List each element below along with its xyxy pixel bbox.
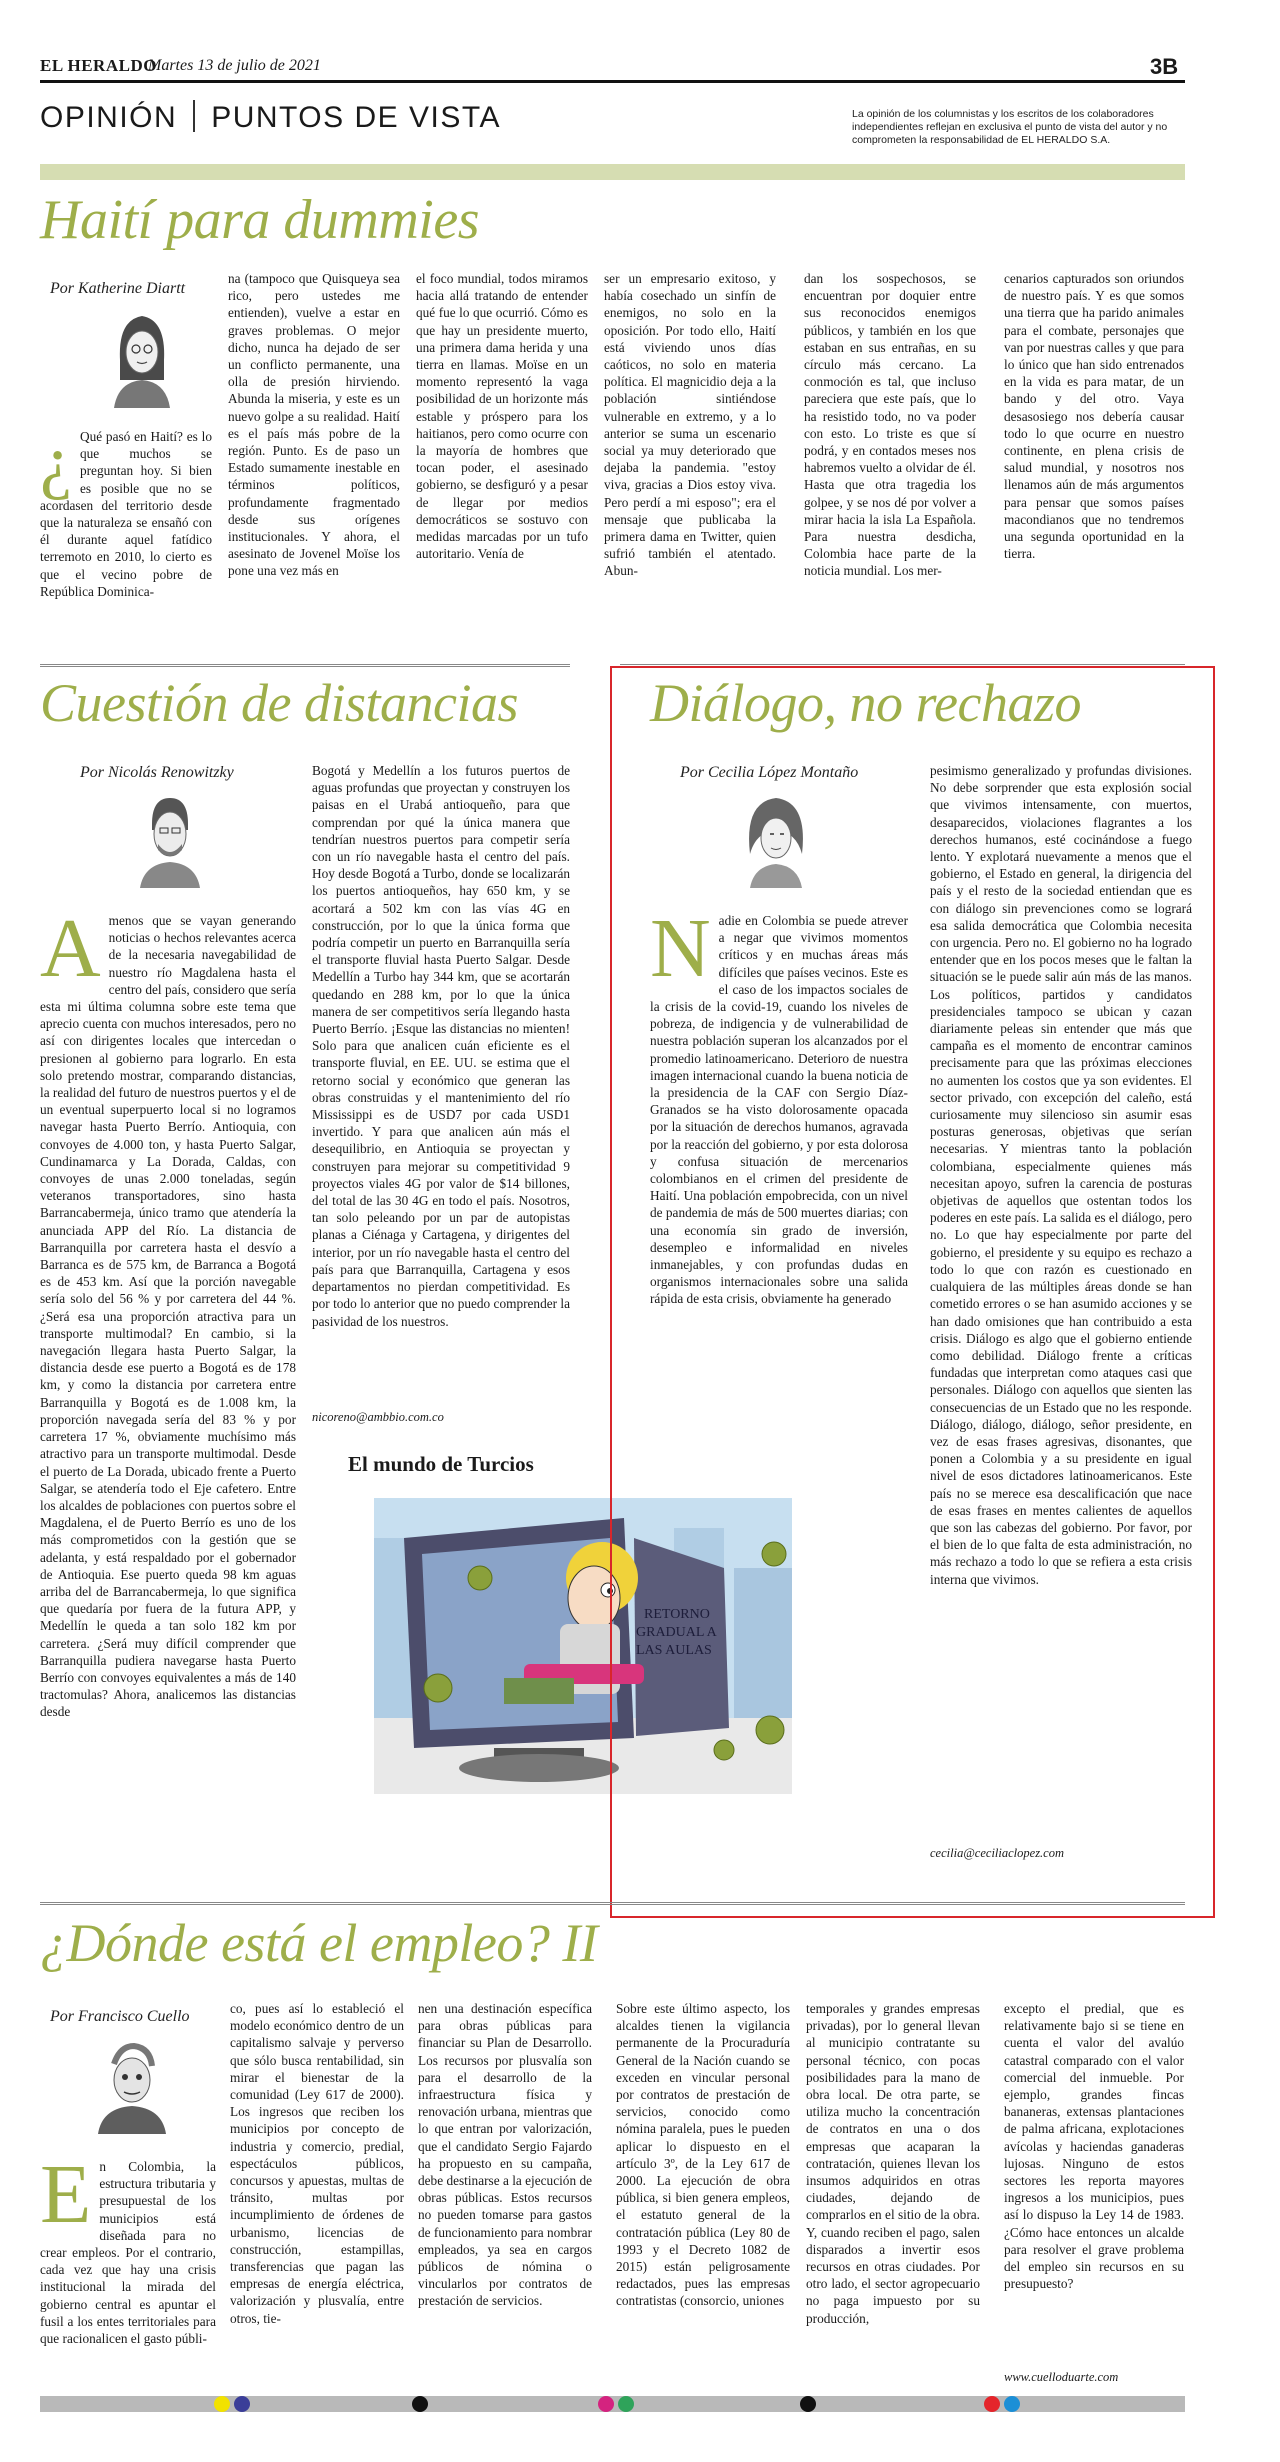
cartoon-caption-3: LAS AULAS <box>636 1643 712 1658</box>
drop-cap: E <box>40 2148 92 2241</box>
author-email: nicoreno@ambbio.com.co <box>312 1410 444 1424</box>
article-column: ser un empresario exitoso, y había cosechado un sinfín de enemigos, no solo en la oposición. Por todo ello, Haití está viviendo unos días caóticos, no solo en materia política. El magnicidio deja a la población sintiéndose vulnerable en extremo, y a lo anterior se suma un escenario social ya muy deteriorado que dejaba la pandemia. "estoy viva, gracias a Dios estoy viva. Pero perdí a mi esposo"; era el mensaje que publicaba la primera dama en Twitter, quien sufrió también el atentado. Abun- <box>604 271 776 579</box>
author-portrait <box>130 784 210 888</box>
column-text: Qué pasó en Haití? es lo que muchos se preguntan hoy. Si bien es posible que no se acordasen del territorio desde que la naturaleza se ensañó con él durante aquel fatídico terremoto en 2010, lo cierto es que el vecino pobre de República Dominica- <box>40 429 212 599</box>
column-text: n Colombia, la estructura tributaria y presupuestal de los municipios está diseñada para no crear empleos. Por el contrario, cada vez que hay una crisis institucional la mirada del gobierno central es apuntar el fusil a los entes territoriales para que racionalicen el gasto públi- <box>40 2159 216 2347</box>
cartoon-caption-1: RETORNO <box>644 1607 710 1622</box>
divider <box>40 664 570 667</box>
article-column: excepto el predial, que es relativamente bajo si se tiene en cuenta el valor del avalúo catastral comparado con el valor comercial del inmueble. Por ejemplo, grandes fincas bananeras, extensas plantaciones de palma africana, explotaciones avícolas y haciendas ganaderas lujosas. Ninguno de estos sectores les reporta mayores ingresos a los municipios, pues así lo dispuso la Ley 14 de 1983. ¿Cómo hace entonces un alcalde para resolver el grave problema del empleo sin recursos en su presupuesto? <box>1004 2001 1184 2292</box>
issue-date: Martes 13 de julio de 2021 <box>148 57 321 74</box>
registration-dot <box>984 2396 1000 2412</box>
article-column: temporales y grandes empresas privadas), por lo general llevan al municipio contratante su personal técnico, con pocas posibilidades para la mano de obra local. De otra parte, se utiliza mucho la concentración de contratos en una o dos empresas que acaparan la contratación, quienes llevan los insumos adquiridos en otras ciudades, dejando de comprarlos en el sitio de la obra. Y, cuando reciben el pago, salen disparados a invertir esos recursos en otras ciudades. Por otro lado, el sector agropecuario no paga impuesto por su producción, <box>806 2001 980 2326</box>
cartoon-caption-2: GRADUAL A <box>636 1625 717 1640</box>
section-heading <box>40 100 501 135</box>
author-portrait <box>90 2030 174 2134</box>
column-text: adie en Colombia se puede atrever a negar que vivimos momentos críticos y en muchas áreas más difíciles que países vecinos. Este es el caso de los impactos sociales de la crisis de la covid-19, cuando los niveles de pobreza, de indigencia y de vulnerabilidad de nuestra población superan los alcanzados por el promedio latinoamericano. Deterioro de nuestra imagen internacional cuando la buena noticia de la presidencia de la CAF con Sergio Díaz-Granados se ha visto dolorosamente opacada por la situación de derechos humanos, agravada por la reacción del gobierno, y por esta dolorosa y confusa situación de mercenarios colombianos en el crimen del presidente de Haití. Una población empobrecida, con un nivel de pandemia de más de 500 muertes diarias; con una economía sin grado de inversión, desempleo e informalidad en niveles inmanejables, y con profundas dudas en organismos internacionales sobre una salida rápida de esta crisis, obviamente ha generado <box>650 913 908 1307</box>
article-column: el foco mundial, todos miramos hacia allá tratando de entender qué fue lo que ocurrió. Cómo es que hay un presidente muerto, una primera dama herida y una tierra en llamas. Moïse en un momento representó la vaga posibilidad de un horizonte más estable y próspero para los haitianos, pero como ocurre con la mayoría de hombres que tocan poder, el asesinado gobierno, se desfiguró y a pesar de llegar por medios democráticos se sostuvo con medidas marcadas por un tufo autoritario. Venía de <box>416 271 588 562</box>
article-column <box>40 2148 216 2347</box>
drop-cap: N <box>650 902 711 995</box>
section-green-bar <box>40 164 1185 180</box>
registration-dot <box>1004 2396 1020 2412</box>
article-column: Bogotá y Medellín a los futuros puertos de aguas profundas que proyectan y construyen los paisas en el Urabá antioqueño, para que comprendan por qué la única manera que tendrían nuestros puertos para competir sería con un río navegable hasta el centro del país. Hoy desde Bogotá a Turbo, donde se localizarán los puertos antioqueños, hay 650 km, y se acortará a 502 km con las vías 4G en construcción, por lo que la única forma que podría competir un puerto en Barranquilla sería el transporte fluvial hasta Puerto Salgar. Desde Medellín a Turbo hay 344 km, que se acortarán quedando en 288 km, por lo que la única manera de ser competitivos sería llegando hasta Puerto Berrío. ¡Esque las distancias no mienten! Solo para que analicen cuán eficiente es el transporte fluvial, en EE. UU. se estima que el retorno social y económico que generan las obras construidas y el mantenimiento del río Mississippi es de USD7 por cada USD1 invertido. Y para que analicen aún más el desequilibrio, en Antioquia se proyectan y construyen para mejorar su competitividad 9 proyectos viales 4G por valor de $14 billones, del total de las 30 4G en todo el país. Nosotros, tan solo peleando por un par de autopistas planas a Ciénaga y Cartagena, y dirigentes del interior, por un río navegable hasta el centro del país para que Barranquilla, Cartagena y esos departamentos no pierdan competitividad. Es por todo lo anterior que no puedo comprender la pasividad de los nuestros. <box>312 763 570 1329</box>
article-column: na (tampoco que Quisqueya sea rico, pero ustedes me entienden), vuelve a estar en graves problemas. O mejor dicho, nunca ha dejado de ser un conflicto permanente, una olla de presión hirviendo. Abunda la miseria, y este es un nuevo golpe a su realidad. Haití es el país más pobre de la región. Punto. Es de paso un Estado sumamente inestable en términos políticos, profundamente fragmentado desde sus orígenes institucionales. Y ahora, el asesinato de Jovenel Moïse los pone una vez más en <box>228 271 400 579</box>
article-column <box>40 902 296 1721</box>
registration-dot <box>412 2396 428 2412</box>
registration-dot <box>618 2396 634 2412</box>
registration-dot <box>598 2396 614 2412</box>
newspaper-name: EL HERALDO <box>40 56 157 75</box>
cartoon-title: El mundo de Turcios <box>348 1452 534 1476</box>
article-column: dan los sospechosos, se encuentran por doquier entre sus reconocidos enemigos públicos, y también en los que estaban en sus entrañas, en su círculo más cercano. La conmoción es tal, que incluso pareciera que este país, que lo ha resistido todo, no va poder con esto. Lo triste es que sí podrá, y en contados meses nos habremos vuelto a olvidar de él. Hasta que otra tragedia los golpee, y se nos dé por volver a mirar hacia la isla La Española. Para nuestra desdicha, Colombia hace parte de la noticia mundial. Los mer- <box>804 271 976 579</box>
author-byline: Por Francisco Cuello <box>50 2008 190 2025</box>
author-byline: Por Katherine Diartt <box>50 280 186 297</box>
author-byline: Por Nicolás Renowitzky <box>80 764 234 781</box>
section-separator <box>193 100 195 132</box>
article-title: Haití para dummies <box>40 189 479 251</box>
section-sub: PUNTOS DE VISTA <box>211 101 501 134</box>
registration-dot <box>234 2396 250 2412</box>
article-title: Cuestión de distancias <box>40 673 518 733</box>
registration-dot <box>800 2396 816 2412</box>
article-column: Sobre este último aspecto, los alcaldes tienen la vigilancia permanente de la Procuraduría General de la Nación cuando se exceden en vincular personal por contratos de prestación de servicios, conocido como nómina paralela, pues le pueden aplicar lo dispuesto en el artículo 3º, de la Ley 617 de 2000. La ejecución de obra pública, si bien genera empleos, el estatuto general de la contratación pública (Ley 80 de 1993 y el Decreto 1082 de 2015) están peligrosamente redactados, pues las empresas contratistas (consorcio, uniones <box>616 2001 790 2309</box>
author-email: cecilia@ceciliaclopez.com <box>930 1846 1065 1860</box>
article-column: co, pues así lo estableció el modelo económico dentro de un capitalismo salvaje y perverso que sólo busca rentabilidad, sin mirar el bienestar de la comunidad (Ley 617 de 2000). Los ingresos que reciben los municipios por concepto de industria y comercio, predial, espectáculos públicos, concursos y apuestas, multas de tránsito, multas por incumplimiento de órdenes de urbanismo, licencias de construcción, estampillas, transferencias que pagan las empresas de energía eléctrica, valorización y plusvalía, entre otros, tie- <box>230 2001 404 2326</box>
divider <box>40 1902 1185 1905</box>
drop-cap: A <box>40 902 101 995</box>
author-website: www.cuelloduarte.com <box>1004 2370 1119 2384</box>
article-title: ¿Dónde está el empleo? II <box>40 1913 598 1973</box>
article-title: Diálogo, no rechazo <box>650 673 1081 733</box>
article-column: cenarios capturados son oriundos de nuestro país. Y es que somos una tierra que ha parido animales para el combate, personajes que van por nuestras calles y que para lo único que han sido entrenados en la vida es para matar, de un bando y del otro. Vaya desasosiego nos debería causar todo lo que ocurre en nuestro continente, en plena crisis de salud mundial, y nosotros nos llenamos aún de más argumentos para pensar que somos países macondianos que no tendremos una segunda oportunidad en la tierra. <box>1004 271 1184 562</box>
section-main: OPINIÓN <box>40 101 178 134</box>
header-rule <box>40 80 1185 83</box>
column-text: menos que se vayan generando noticias o hechos relevantes acerca de la necesaria navegabilidad de nuestro río Magdalena hasta el centro del país, considero que sería esta mi última columna sobre este tema que aprecio cuenta con muchos interesados, pero no así con dirigentes locales que intercedan o presionen al gobierno para lograrlo. En esta solo pretendo mostrar, comparando distancias, la realidad del futuro de nuestros puertos y el de un eventual superpuerto local si no logramos navegar hasta Puerto Berrío. Antioquia, con convoyes de 4.000 ton, y hasta Puerto Salgar, Cundinamarca y La Dorada, Caldas, con convoyes de unas 2.000 toneladas, según veteranos transportadores, sino hasta Barrancabermeja, único tramo que atendería la anunciada APP del Río. La distancia de Barranquilla por carretera hasta el desvío a Barranca es de 575 km, de Barranca a Bogotá es de 453 km. Así que la porción navegable sería solo del 56 % y por carretera del 44 %. ¿Será esa una proporción atractiva para un transporte multimodal? En cambio, si la navegación llegara hasta Puerto Salgar, la distancia desde ese puerto a Bogotá es de 178 km, y como la distancia por carretera entre Barranquilla y Bogotá es de 1.008 km, la proporción navegada sería del 83 % y por carretera 17 %, obviamente muchísimo más atractivo para un transporte multimodal. Desde el puerto de La Dorada, ubicado frente a Puerto Salgar, se atendería todo el Eje cafetero. Entre los alcaldes de poblaciones con puertos sobre el Magdalena, el de Puerto Berrío es uno de los más comprometidos con la gestión que se adelanta, y está respaldado por el gobernador de Antioquia. Ese puerto queda 98 km aguas arriba del de Barrancabermeja, lo que significa que quedaría por fuera de la futura APP, y Medellín le queda a tan solo 182 km por carretera. ¿Será muy difícil comprender que Barranquilla pudiera navegarse hasta Puerto Berrío con convoyes equivalentes a más de 140 tractomulas? Ahora, analicemos las distancias desde <box>40 913 296 1720</box>
article-column: pesimismo generalizado y profundas divisiones. No debe sorprender que esta explosión social que vivimos intensamente, con muertos, desaparecidos, violaciones flagrantes a los derechos humanos, esté cocinándose a fuego lento. Y explotará nuevamente a menos que el gobierno, el Estado en general, la dirigencia del país y el resto de la sociedad entiendan que es con diálogo sin prevenciones como se logrará esa salida democrática que Colombia necesita con urgencia. Pero no. El gobierno no ha logrado entender que en los pocos meses que le faltan la situación se le puede salir aún más de las manos. Los políticos, partidos y candidatos presidenciales tampoco se ubican y cazan diariamente peleas sin entender que más que campaña es el momento de encontrar caminos precisamente para que las próximas elecciones no aumenten los costos que ya son evidentes. El sector privado, con excepción del caleño, está curiosamente muy silencioso sin asumir esas posturas generosas, objetivas que serían necesarias. Y mientras tanto la población colombiana, especialmente quienes más necesitan apoyo, sufren la carencia de posturas objetivas de aquellos que ostentan todos los poderes en este país. La salida es el diálogo, pero no. Lo que hay especialmente por parte del gobierno, el presidente y su equipo es rechazo a todo lo que con razón es cuestionado en cualquiera de las múltiples áreas donde se han cometido errores o se han asumido acciones y se han dado omisiones que han contribuido a esta crisis. Diálogo es algo que el gobierno entiende como debilidad. Diálogo frente a críticas fundadas que interpretan como ataques casi que personales. Diálogo con aquellos que sienten las consecuencias de un Estado que no les responde. Diálogo, diálogo, diálogo, señor presidente, en vez de esas frases agresivas, disonantes, que ponen a Colombia y a su presidente en igual nivel de esos dictadores latinoamericanos. Este país no se merece esa descalificación que nace de esas frases en mentes calientes de aquellos que son las cabezas del gobierno. Por favor, por el bien de lo que falta de esta administración, no más rechazo a todo lo que se refiera a esta crisis interna que vivimos. <box>930 763 1192 1587</box>
registration-dot <box>214 2396 230 2412</box>
article-column <box>650 902 908 1308</box>
article-column: nen una destinación específica para obras públicas para financiar su Plan de Desarrollo. Los recursos por plusvalía son para el desarrollo de la infraestructura física y renovación urbana, mientras que lo que entran por valorización, que el candidato Sergio Fajardo ha propuesto en su campaña, debe destinarse a la ejecución de obras públicas. Estos recursos no pueden tomarse para gastos de funcionamiento para nombrar empleados, ya sea en cargos públicos de nómina o vincularlos por contratos de prestación de servicios. <box>418 2001 592 2309</box>
drop-cap: ¿ <box>40 421 72 501</box>
author-portrait <box>100 300 184 408</box>
author-portrait <box>736 784 816 888</box>
page-number: 3B <box>1150 54 1179 79</box>
article-column <box>40 421 212 600</box>
disclaimer-text: La opinión de los columnistas y los escritos de los colaboradores independientes reflejan en exclusiva el punto de vista del autor y no comprometen la responsabilidad de EL HERALDO S.A. <box>852 108 1168 146</box>
author-byline: Por Cecilia López Montaño <box>680 764 859 781</box>
